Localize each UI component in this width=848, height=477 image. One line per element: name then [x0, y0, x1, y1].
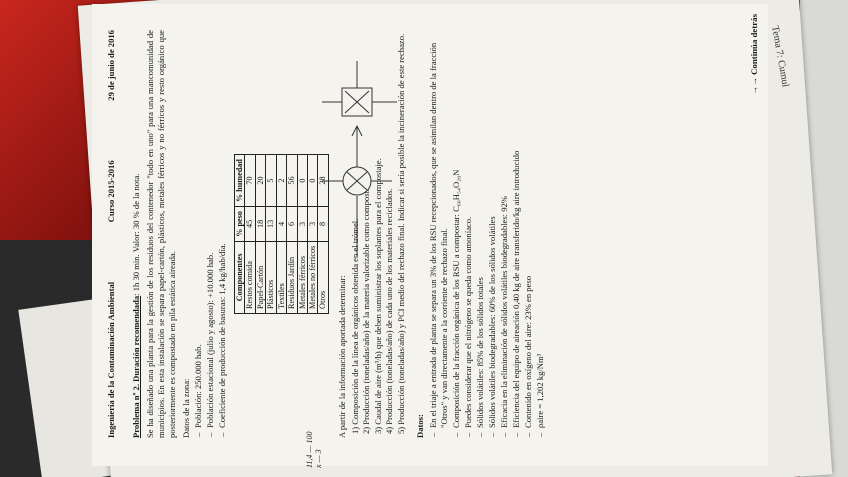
table-row — [245, 155, 255, 314]
header-course: Ingeniería de la Contaminación Ambiental — [106, 281, 116, 438]
table-cell: Otros — [318, 241, 328, 313]
zone-item: – Población estacional (julio y agosto): +10.000 hab. — [205, 30, 216, 428]
question-item: 2) Producción (toneladas/año) de la materia valorizable como compost. — [361, 188, 372, 434]
table-cell: 45 — [245, 207, 255, 242]
table-cell: 5 — [266, 155, 276, 207]
sketch-arrow — [352, 126, 362, 167]
problem-title-rest: : 1h 30 min. Valor: 30 % de la nota. — [131, 173, 141, 296]
table-row — [276, 155, 286, 314]
problem-intro: Se ha diseñado una planta para la gestión de los residuos del contenedor "todo en uno" para una mancomunidad de municipios. En esta instalación se separa papel-cartón, plásticos, metales férricos y no férricos y resto orgánico que posteriormente es compostado en pila estática aireada. — [145, 30, 177, 438]
table-cell: 2 — [276, 155, 286, 207]
header-date: 29 de junio de 2016 — [106, 30, 116, 101]
folder-tab-label: Tema 7: Cumul — [769, 25, 791, 89]
table-cell: 3 — [307, 207, 317, 242]
question-item: 5) Producción (toneladas/año) y PCI medio del rechazo final. Indicar si sería posible la incineración de este rechazo. — [395, 33, 406, 434]
handwritten-sketch — [297, 46, 417, 276]
table-cell: 70 — [245, 155, 255, 207]
zone-item: – Población: 250.000 hab. — [193, 30, 204, 428]
handwritten-margin-note: 11,4 — 100 x — 3 — [305, 431, 323, 468]
table-header: % humedad — [235, 155, 245, 207]
table-row — [287, 155, 297, 314]
problem-title — [131, 30, 142, 438]
table-cell: 8 — [318, 207, 328, 242]
sketch-cross — [345, 91, 369, 113]
datos-item: – Contenido en oxígeno del aire: 23% en peso — [523, 30, 534, 428]
table-header: % peso — [235, 207, 245, 242]
exam-page — [92, 4, 768, 466]
table-cell: Metales férricos — [297, 241, 307, 313]
table-cell: 0 — [307, 155, 317, 207]
datos-item: – Composición de la fracción orgánica de los RSU a compostar: C₆₀H₅₄O₂₀N — [451, 30, 462, 428]
zone-label: Datos de la zona: — [181, 378, 191, 438]
zone-list — [193, 30, 228, 438]
table-row — [255, 155, 265, 314]
table-cell: 4 — [276, 207, 286, 242]
datos-title: Datos: — [414, 414, 425, 438]
table-cell: 18 — [255, 207, 265, 242]
datos-list — [428, 30, 546, 438]
table-header-row — [235, 155, 245, 314]
table-cell: 3 — [297, 207, 307, 242]
table-cell: Papel-Cartón — [255, 241, 265, 313]
table-cell: Plásticos — [266, 241, 276, 313]
datos-item: – Sólidos volátiles biodegradables: 60% de los sólidos volátiles — [487, 30, 498, 428]
table-cell: 56 — [287, 155, 297, 207]
table-cell: Textiles — [276, 241, 286, 313]
continue-note: →→ Continúa detrás — [748, 14, 759, 95]
table-cell: Metales no férricos — [307, 241, 317, 313]
datos-item: – Puedes considerar que el nitrógeno se queda como amoníaco. — [463, 30, 474, 428]
header-year: Curso 2015-2016 — [106, 160, 116, 223]
table-header: Componentes — [235, 241, 245, 313]
question-item: 4) Producción (toneladas/año) de cada uno de los materiales reciclados. — [384, 188, 395, 434]
questions-lead: A partir de la información aportada determinar: — [336, 275, 347, 438]
datos-item: – ρaire = 1,202 kg/Nm³ — [535, 30, 546, 428]
question-item: 1) Composición de la línea de orgánicos obtenida en el trómel. — [349, 218, 360, 434]
question-item: 3) Caudal de aire (m³/h) que deben suministrar los soplantes para el compostaje. — [372, 158, 383, 434]
zone-item: – Coeficiente de producción de basuras: 1,4 kg/hab/día. — [217, 30, 228, 428]
datos-item: – Eficiencia del equipo de aireación 0,40 kg de aire transferido/kg aire introducido — [511, 30, 522, 428]
table-cell: 13 — [266, 207, 276, 242]
table-cell: 0 — [297, 155, 307, 207]
table-cell: Restos comida — [245, 241, 255, 313]
table-cell: 28 — [318, 155, 328, 207]
table-cell: 6 — [287, 207, 297, 242]
table-cell: Residuos Jardín — [287, 241, 297, 313]
sketch-line — [322, 61, 397, 102]
problem-title-main: Problema nº 2. Duración recomendada — [131, 295, 141, 438]
datos-item: – En el triaje a entrada de planta se separa un 3% de los RSU recepcionados, que se asimilan dentro de la fracción "Otros" y van directamente a la corriente de rechazo final. — [428, 30, 450, 428]
page-header — [106, 30, 117, 438]
sketch-cross — [347, 172, 367, 190]
table-row — [266, 155, 276, 314]
table-cell: 20 — [255, 155, 265, 207]
datos-item: – Sólidos volátiles: 85% de los sólidos totales — [475, 30, 486, 428]
datos-item: – Eficacia en la eliminación de sólidos volátiles biodegradables: 92% — [499, 30, 510, 428]
